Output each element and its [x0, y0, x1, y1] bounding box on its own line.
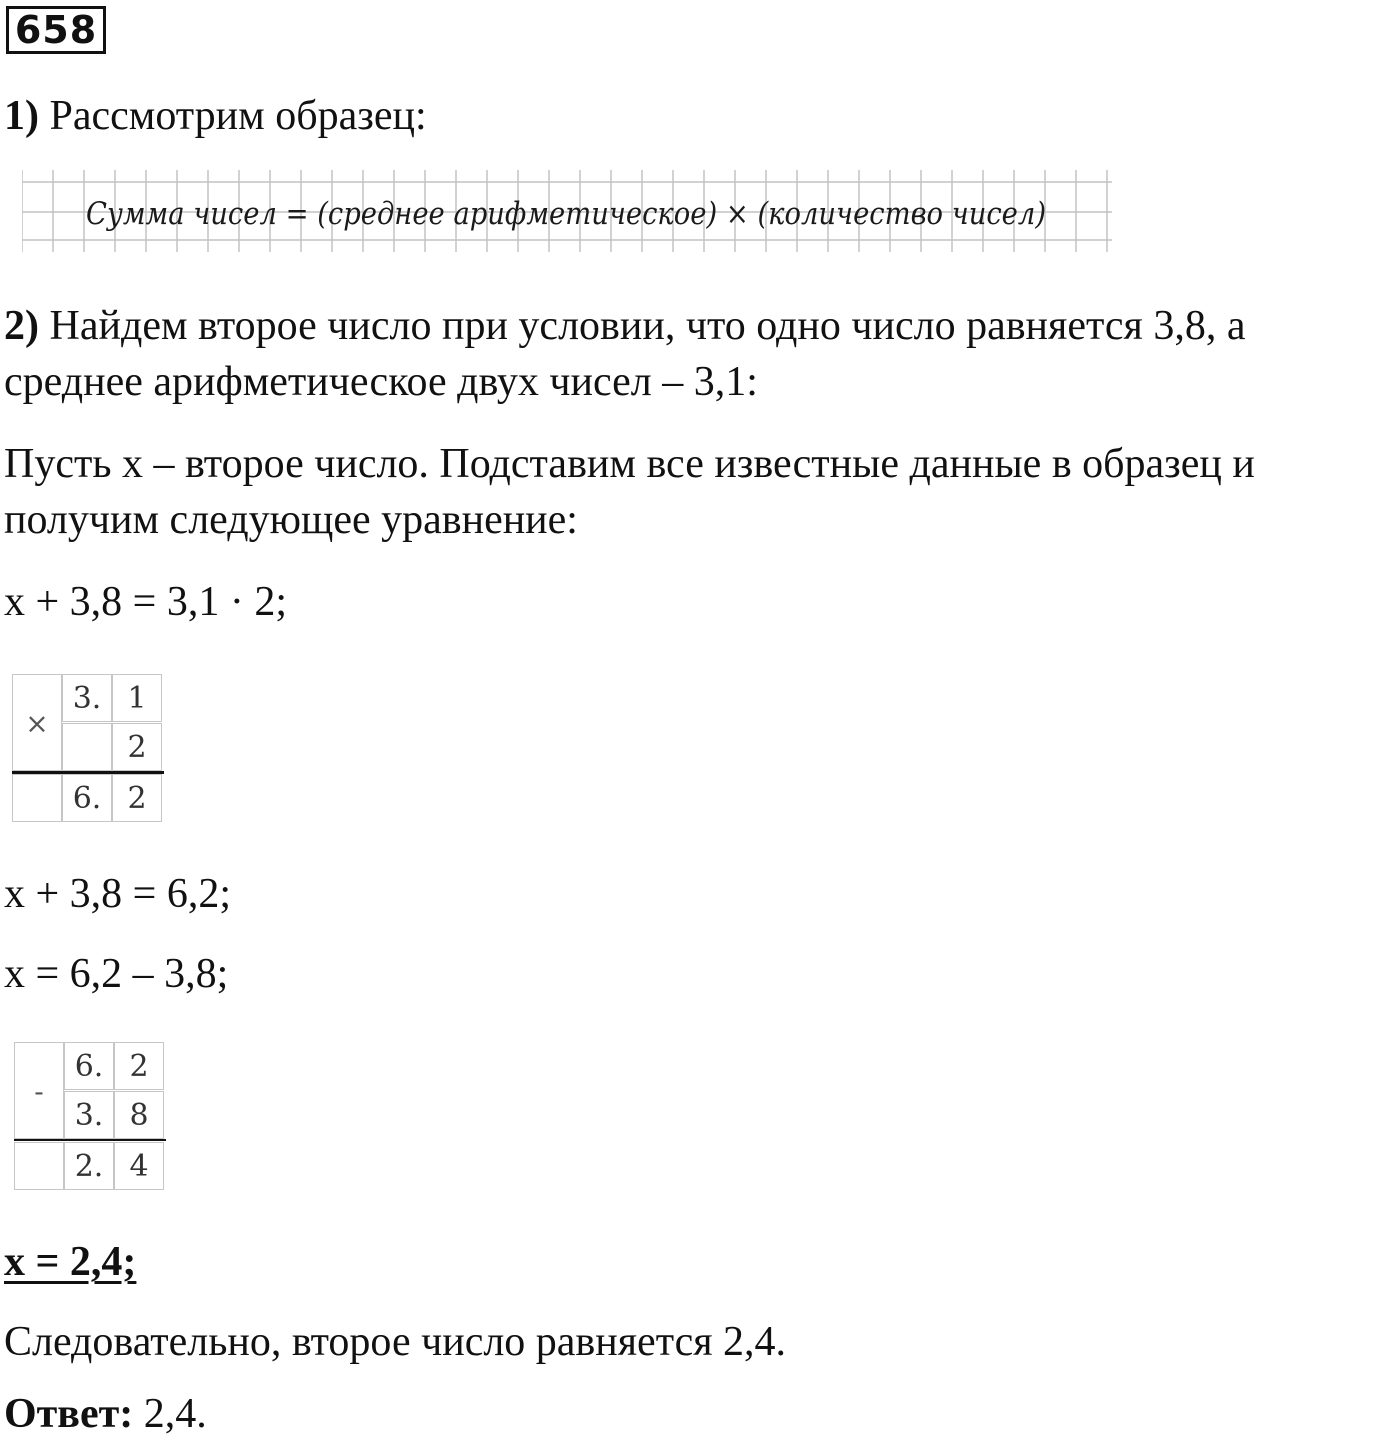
mult-cell: 2: [112, 723, 162, 771]
formula-text: Сумма чисел = (среднее арифметическое) × (количество чисел): [86, 196, 1046, 232]
answer-equation: x = 2,4;: [4, 1239, 137, 1285]
equation-1: x + 3,8 = 3,1 · 2;: [4, 579, 288, 625]
mult-result-cell: 2: [112, 774, 162, 822]
mult-result-cell: 6.: [62, 774, 112, 822]
mult-cell: [62, 723, 112, 771]
multiplication-grid: [12, 674, 164, 822]
step2-text: Найдем второе число при условии, что одно число равняется 3,8, а: [49, 303, 1246, 349]
result-rule: [14, 1139, 166, 1141]
equation-2: x + 3,8 = 6,2;: [4, 871, 232, 917]
conclusion-text: Следовательно, второе число равняется 2,4.: [4, 1319, 787, 1365]
sub-cell: 3.: [64, 1091, 114, 1139]
step1-text: Рассмотрим образец:: [49, 93, 427, 139]
step2-line2: среднее арифметическое двух чисел – 3,1:: [4, 359, 758, 405]
answer-value: 2,4.: [143, 1391, 207, 1437]
sub-result-cell: 2.: [64, 1142, 114, 1190]
step1-line: [4, 90, 427, 142]
handwritten-formula-image: [22, 160, 1122, 272]
sub-result-cell: 4: [114, 1142, 164, 1190]
result-rule: [12, 771, 164, 774]
final-answer: [4, 1388, 207, 1440]
mult-cell: 3.: [62, 674, 112, 722]
equation-3: x = 6,2 – 3,8;: [4, 951, 229, 997]
step1-number: 1): [4, 93, 39, 139]
sub-cell: 2: [114, 1042, 164, 1090]
minus-sign: -: [14, 1042, 64, 1139]
sub-cell: 6.: [64, 1042, 114, 1090]
multiply-sign: ×: [12, 674, 62, 771]
let-line2: получим следующее уравнение:: [4, 497, 578, 543]
step2-line1: [4, 300, 1245, 352]
sub-cell: [14, 1142, 64, 1190]
subtraction-grid: [14, 1042, 166, 1190]
answer-label: Ответ:: [4, 1391, 134, 1437]
sub-cell: 8: [114, 1091, 164, 1139]
problem-number-box: 658: [6, 6, 106, 54]
mult-cell: 1: [112, 674, 162, 722]
let-line1: Пусть x – второе число. Подставим все известные данные в образец и: [4, 441, 1255, 487]
mult-cell: [12, 774, 62, 822]
step2-number: 2): [4, 303, 39, 349]
